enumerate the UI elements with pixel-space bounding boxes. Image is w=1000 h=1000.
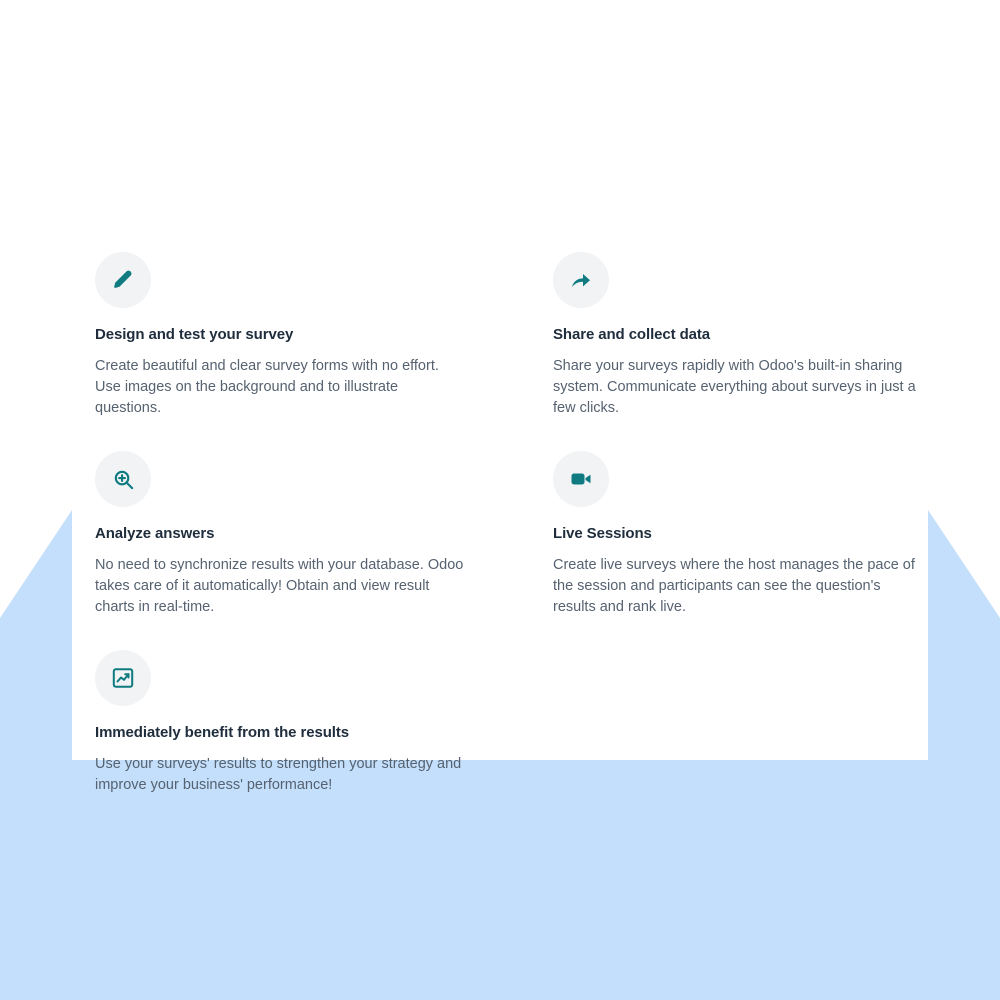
share-arrow-icon bbox=[553, 252, 609, 308]
feature-item bbox=[95, 252, 515, 419]
feature-item bbox=[95, 650, 515, 796]
feature-text: Use your surveys' results to strengthen your strategy and improve your business' performance! bbox=[95, 756, 462, 793]
feature-text: Create beautiful and clear survey forms with no effort. Use images on the background and to illustrate questions. bbox=[95, 358, 439, 416]
feature-title: Share and collect data bbox=[553, 326, 711, 343]
feature-title: Design and test your survey bbox=[95, 326, 294, 343]
feature-title: Live Sessions bbox=[553, 525, 652, 542]
feature-item bbox=[95, 451, 515, 618]
video-camera-icon bbox=[553, 451, 609, 507]
feature-title: Analyze answers bbox=[95, 525, 215, 542]
feature-item bbox=[515, 451, 935, 618]
feature-text: Share your surveys rapidly with Odoo's built-in sharing system. Communicate everything about surveys in just a few clicks. bbox=[553, 358, 916, 416]
feature-title: Immediately benefit from the results bbox=[95, 724, 349, 741]
feature-item bbox=[515, 252, 935, 419]
content-card bbox=[72, 0, 928, 793]
feature-text: Create live surveys where the host manages the pace of the session and participants can see the question's results and rank live. bbox=[553, 557, 915, 615]
feature-grid bbox=[95, 252, 935, 828]
feature-text: No need to synchronize results with your database. Odoo takes care of it automatically! Obtain and view result charts in real-time. bbox=[95, 557, 464, 615]
pencil-icon bbox=[95, 252, 151, 308]
magnifier-plus-icon bbox=[95, 451, 151, 507]
chart-line-up-icon bbox=[95, 650, 151, 706]
